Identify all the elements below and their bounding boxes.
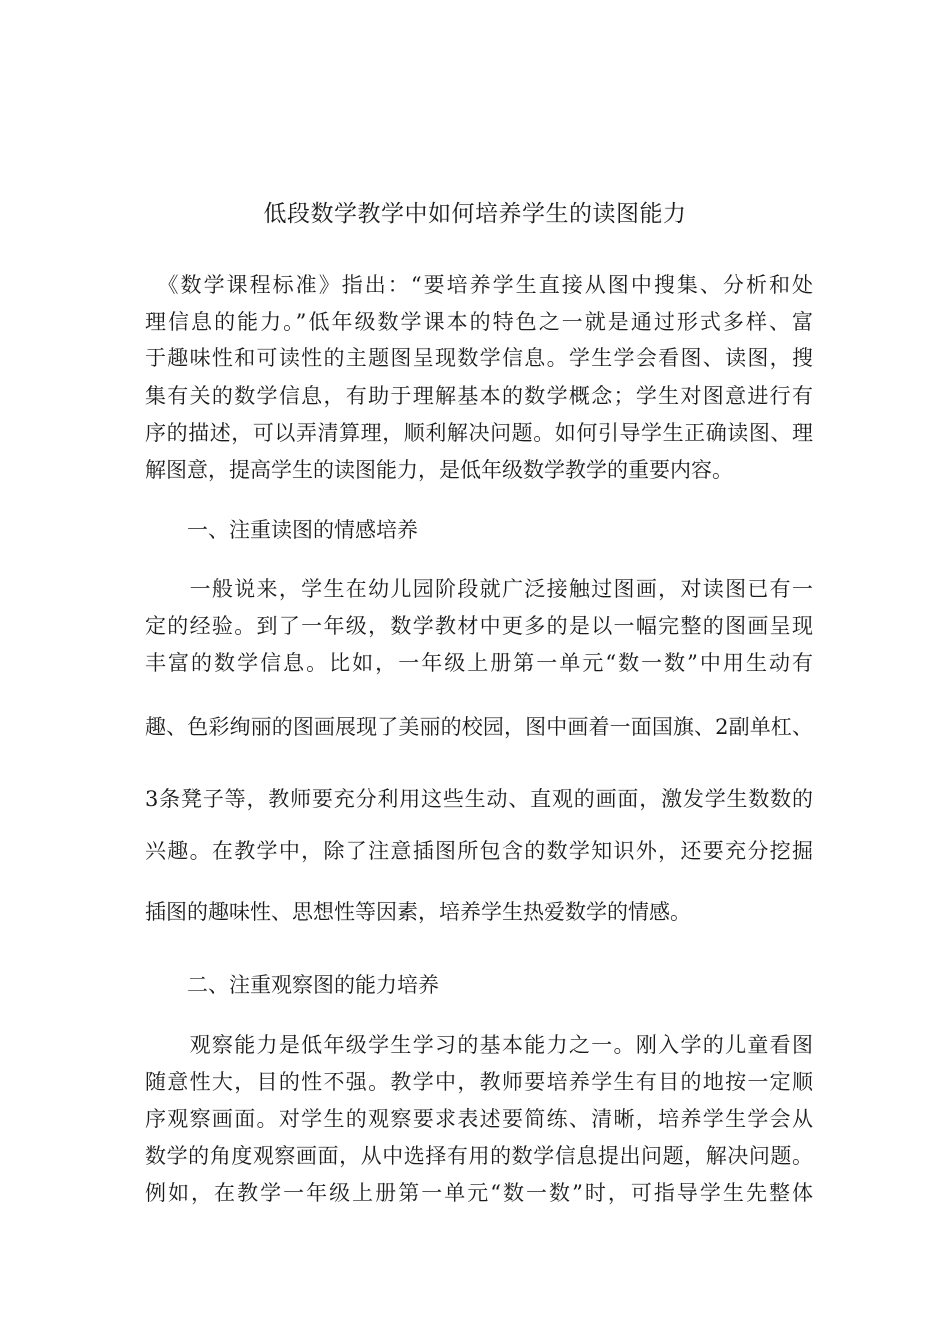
paragraph-line: 解图意，提高学生的读图能力，是低年级数学教学的重要内容。 (145, 458, 733, 482)
paragraph-line: 观察能力是低年级学生学习的基本能力之一。刚入学的儿童看图 (145, 1033, 813, 1057)
paragraph-line: 插图的趣味性、思想性等因素，培养学生热爱数学的情感。 (145, 900, 691, 924)
paragraph-line: 理信息的能力。”低年级数学课本的特色之一就是通过形式多样、富 (145, 310, 813, 334)
paragraph-line: 随意性大，目的性不强。教学中，教师要培养学生有目的地按一定顺 (145, 1070, 813, 1094)
paragraph-line: 3条凳子等，教师要充分利用这些生动、直观的画面，激发学生数数的 (145, 787, 813, 811)
paragraph-line: 数学的角度观察画面，从中选择有用的数学信息提出问题，解决问题。 (145, 1144, 813, 1168)
paragraph-line: 集有关的数学信息，有助于理解基本的数学概念；学生对图意进行有 (145, 384, 813, 408)
paragraph-line: 兴趣。在教学中，除了注意插图所包含的数学知识外，还要充分挖掘 (145, 839, 813, 863)
paragraph-line: 于趣味性和可读性的主题图呈现数学信息。学生学会看图、读图，搜 (145, 346, 813, 370)
section-heading: 一、注重读图的情感培养 (145, 518, 418, 542)
paragraph-line: 一般说来，学生在幼儿园阶段就广泛接触过图画，对读图已有一 (145, 577, 813, 601)
section-heading: 二、注重观察图的能力培养 (145, 973, 439, 997)
paragraph-line: 《数学课程标准》指出：“要培养学生直接从图中搜集、分析和处 (145, 273, 813, 297)
paragraph-line: 序的描述，可以弄清算理，顺利解决问题。如何引导学生正确读图、理 (145, 421, 813, 445)
paragraph-line: 序观察画面。对学生的观察要求表述要简练、清晰，培养学生学会从 (145, 1107, 813, 1131)
document-title: 低段数学教学中如何培养学生的读图能力 (263, 201, 687, 227)
paragraph-line: 例如，在教学一年级上册第一单元“数一数”时，可指导学生先整体 (145, 1181, 813, 1205)
paragraph-line: 定的经验。到了一年级，数学教材中更多的是以一幅完整的图画呈现 (145, 614, 813, 638)
paragraph-line: 丰富的数学信息。比如，一年级上册第一单元“数一数”中用生动有 (145, 651, 813, 675)
paragraph-line: 趣、色彩绚丽的图画展现了美丽的校园，图中画着一面国旗、2副单杠、 (145, 715, 813, 739)
